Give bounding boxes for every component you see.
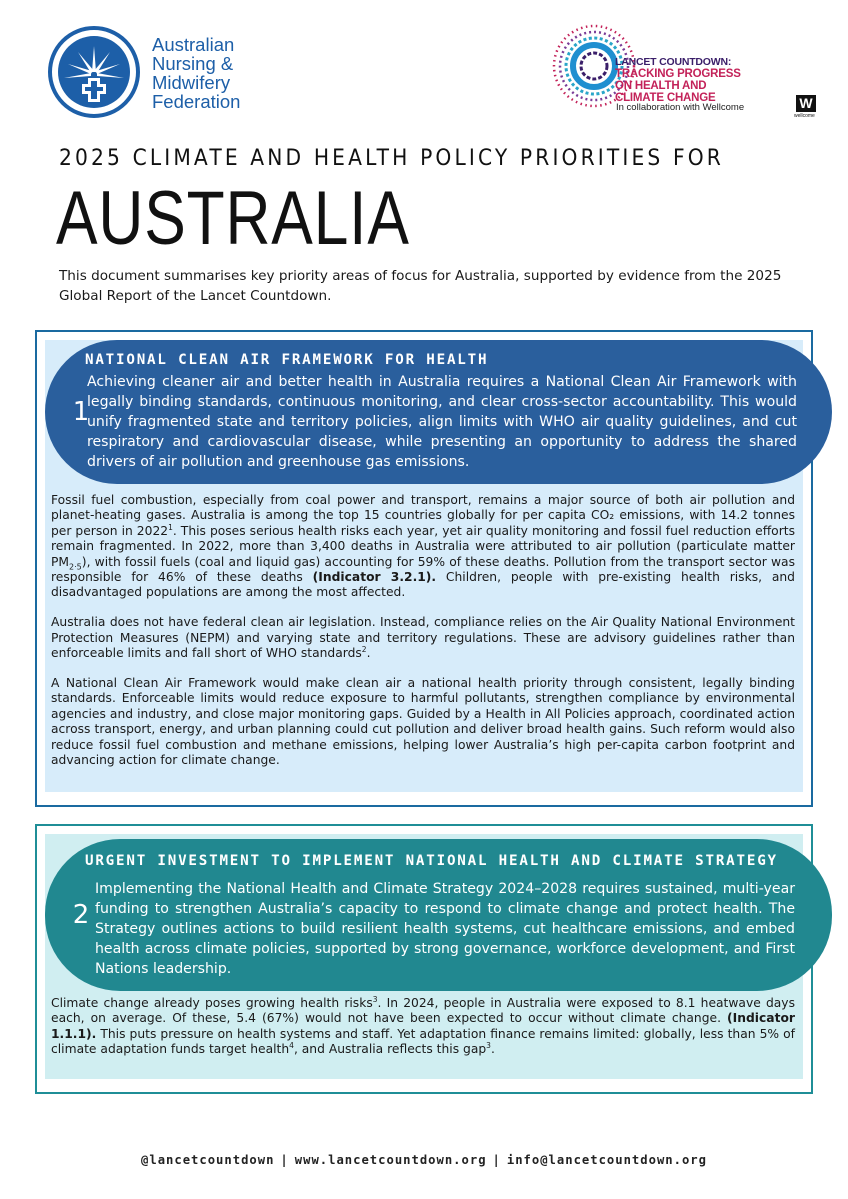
pm-subscript: 2·5 xyxy=(69,562,82,572)
lancet-tagline-line: ON HEALTH AND xyxy=(615,80,707,92)
reference-marker: 2 xyxy=(361,645,367,655)
email-link[interactable]: info@lancetcountdown.org xyxy=(506,1153,707,1167)
collaboration-note: In collaboration with Wellcome xyxy=(616,102,745,113)
wellcome-logo-icon: W xyxy=(796,95,816,112)
text-run: Australia does not have federal clean air legislation. Instead, compliance relies on the Air Quality National Environment Protection Measures (NEPM) and varying state and territory regulations. These are advisory guidelines rather than enforceable limits and fall short of WHO standards xyxy=(51,615,795,661)
text-run: ), with fossil fuels (coal and liquid gas) accounting for 59% of these deaths. Pollution from the transport sector was responsible for 46% of these deaths xyxy=(51,554,795,585)
text-run: Children, people with pre-existing health risks, and disadvantaged populations are among the most affected. xyxy=(51,570,795,600)
wellcome-wordmark: wellcome xyxy=(794,113,815,119)
priority-card-1 xyxy=(35,330,813,807)
text-run: , and Australia reflects this gap xyxy=(293,1042,487,1057)
intro-text: This document summarises key priority areas of focus for Australia, supported by evidence from the 2025 Global Report of the Lancet Countdown. xyxy=(59,268,782,304)
anmf-name-line: Midwifery xyxy=(152,72,231,93)
priority-number: 2 xyxy=(72,900,90,930)
evidence-paragraph xyxy=(51,493,795,601)
text-run: . This poses serious health risks each year, yet air quality monitoring and fossil fuel reduction efforts remain fragmented. In 2022, more than 3,400 deaths in Australia were attributed to air pollution (particulate matter PM xyxy=(51,523,795,569)
lancet-title-line: LANCET COUNTDOWN: xyxy=(615,56,732,68)
lancet-tagline-line: TRACKING PROGRESS xyxy=(615,68,741,80)
text-run: . In 2024, people in Australia were exposed to 8.1 heatwave days each, on average. Of these, 5.4 (67%) would not have been expected to occur without climate change. xyxy=(51,996,795,1026)
reference-marker: 3 xyxy=(372,994,378,1004)
priority-card-2 xyxy=(35,824,813,1094)
lancet-tagline xyxy=(615,68,755,104)
text-run: Fossil fuel combustion, especially from coal power and transport, remains a major source of both air pollution and planet-heating gases. Australia is among the top 15 countries globally for per capita CO₂ emissions, with 14.2 tonnes per person in 2022 xyxy=(51,493,795,538)
footer-contacts xyxy=(0,1153,848,1167)
evidence-paragraph xyxy=(51,615,795,661)
priority-banner xyxy=(45,340,832,484)
lancet-countdown-logo xyxy=(552,16,822,122)
evidence-paragraph xyxy=(51,996,795,1058)
text-run: . xyxy=(490,1042,495,1057)
country-heading: AUSTRALIA xyxy=(56,176,410,261)
priority-summary: Achieving cleaner air and better health in Australia requires a National Clean Air Framework with legally binding standards, continuous monitoring, and clear cross-sector accountability. This would unify fragmented state and territory policies, align limits with WHO air quality guidelines, and cut respiratory and cardiovascular disease, while presenting an opportunity to address the shared drivers of air pollution and greenhouse gas emissions. xyxy=(87,374,797,470)
anmf-name xyxy=(152,35,240,111)
reference-marker: 1 xyxy=(168,522,173,532)
footer-separator: | xyxy=(280,1153,289,1167)
priority-heading: NATIONAL CLEAN AIR FRAMEWORK FOR HEALTH xyxy=(85,352,489,368)
anmf-name-line: Australian xyxy=(152,34,235,55)
priority-evidence xyxy=(51,996,795,1058)
anmf-name-line: Federation xyxy=(152,91,241,112)
priority-number: 1 xyxy=(72,397,90,427)
priority-heading: URGENT INVESTMENT TO IMPLEMENT NATIONAL HEALTH AND CLIMATE STRATEGY xyxy=(85,853,778,869)
reference-marker: 4 xyxy=(289,1041,294,1051)
text-run: . xyxy=(366,646,371,661)
indicator-reference: (Indicator 1.1.1). xyxy=(51,1011,795,1041)
reference-marker: 3 xyxy=(486,1041,491,1051)
anmf-emblem-icon xyxy=(48,26,140,118)
website-link[interactable]: www.lancetcountdown.org xyxy=(294,1153,487,1167)
anmf-name-line: Nursing & xyxy=(152,53,234,74)
anmf-logo xyxy=(48,26,268,114)
priority-banner xyxy=(45,839,832,991)
social-handle-link[interactable]: @lancetcountdown xyxy=(141,1153,275,1167)
lancet-tagline-line: CLIMATE CHANGE xyxy=(615,92,716,104)
footer-separator: | xyxy=(492,1153,501,1167)
page-title: 2025 CLIMATE AND HEALTH POLICY PRIORITIES FOR xyxy=(59,146,724,171)
priority-summary: Implementing the National Health and Climate Strategy 2024–2028 requires sustained, multi-year funding to strengthen Australia’s capacity to respond to climate change and protect health. The Strategy outlines actions to build resilient health systems, cut healthcare emissions, and embed health across climate policies, supported by strong governance, workforce development, and First Nations leadership. xyxy=(95,881,795,977)
text-run: This puts pressure on health systems and staff. Yet adaptation finance remains limited: globally, less than 5% of climate adaptation funds target health xyxy=(51,1026,795,1057)
priority-evidence xyxy=(51,493,795,769)
evidence-paragraph: A National Clean Air Framework would make clean air a national health priority through consistent, legally binding standards. Enforceable limits would reduce exposure to harmful pollutants, strengthen compliance by environmental agencies and industry, and close major monitoring gaps. Guided by a Health in All Policies approach, coordinated action across transport, energy, and urban planning could cut pollution and deliver broad health gains. Such reform would also reduce fossil fuel combustion and methane emissions, helping lower Australia’s high per-capita carbon footprint and advancing action for climate change. xyxy=(51,676,795,768)
indicator-reference: (Indicator 3.2.1). xyxy=(312,570,437,585)
text-run: Climate change already poses growing health risks xyxy=(51,996,373,1010)
